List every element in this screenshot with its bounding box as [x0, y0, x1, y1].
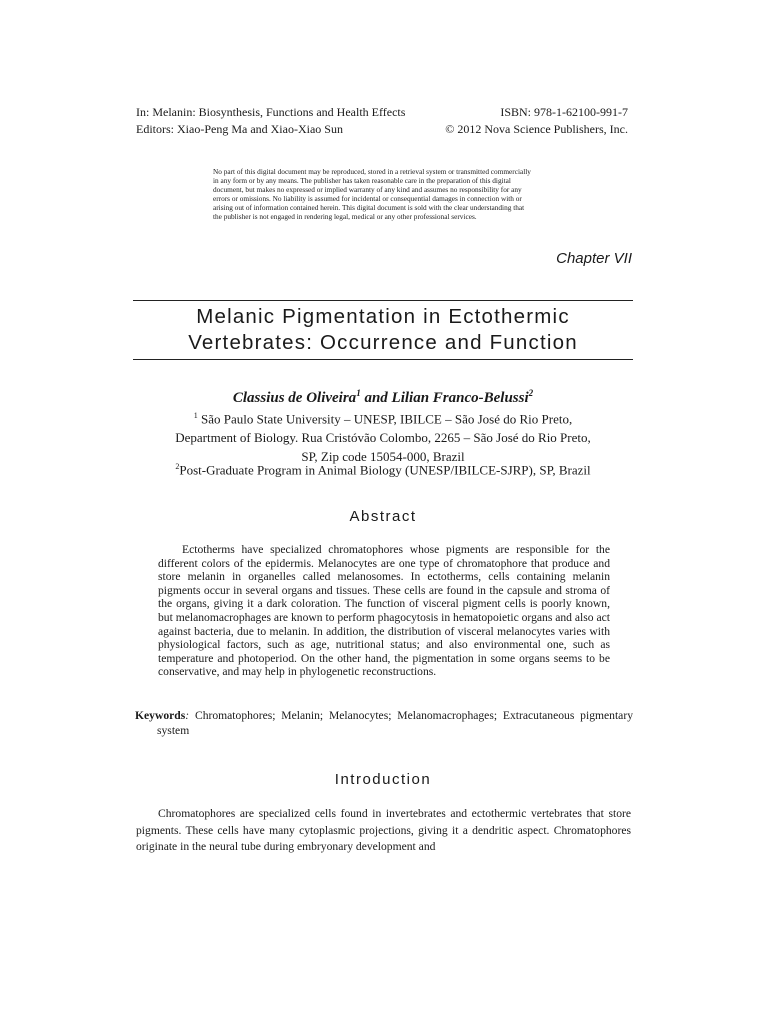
- book-title: In: Melanin: Biosynthesis, Functions and Health Effects: [136, 105, 406, 119]
- affiliation-1-sup: 1: [193, 411, 198, 420]
- disclaimer: No part of this digital document may be reproduced, stored in a retrieval system or transmitted commercially in any form or by any means. The publisher has taken reasonable care in the preparation of this digital document, but makes no expressed or implied warranty of any kind and assumes no responsibility for any errors or omissions. No liability is assumed for incidental or consequential damages in connection with or arising out of information contained herein. This digital document is sold with the clear understanding that the publisher is not engaged in rendering legal, medical or any other professional services.: [213, 167, 531, 221]
- isbn: ISBN: 978-1-62100-991-7: [500, 105, 628, 119]
- authors: [133, 388, 633, 407]
- chapter-label: Chapter VII: [556, 250, 632, 267]
- affiliation-1-line-3: SP, Zip code 15054-000, Brazil: [301, 449, 465, 465]
- editors: Editors: Xiao-Peng Ma and Xiao-Xiao Sun: [136, 122, 343, 136]
- author-1-sup: 1: [356, 388, 361, 398]
- introduction-heading: Introduction: [334, 771, 432, 788]
- title-line-2: Vertebrates: Occurrence and Function: [188, 331, 578, 354]
- author-2-sup: 2: [528, 388, 534, 398]
- keywords: [135, 708, 633, 738]
- title-top-rule: [133, 300, 633, 301]
- keywords-text: Chromatophores; Melanin; Melanocytes; Melanomacrophages; Extracutaneous pigmentary system: [157, 709, 633, 737]
- affiliation-2-sup: 2: [175, 462, 180, 471]
- affiliation-2: [133, 457, 633, 479]
- affiliation-1-line-2: Department of Biology. Rua Cristóvão Colombo, 2265 – São José do Rio Preto,: [175, 430, 591, 446]
- introduction-text: Chromatophores are specialized cells found in invertebrates and ectothermic vertebrates that store pigments. These cells have many cytoplasmic projections, giving it a dendritic aspect. Chromatophores originate in the neural tube during embryonary development and: [136, 807, 631, 853]
- author-2: Lilian Franco-Belussi: [391, 390, 529, 406]
- abstract-heading: Abstract: [349, 508, 417, 525]
- affiliation-1-line-1: $^1$ São Paulo State University – UNESP, IBILCE – São José do Rio Preto,: [193, 411, 573, 427]
- abstract-text: Ectotherms have specialized chromatophores whose pigments are responsible for the different colors of the epidermis. Melanocytes are one type of chromatophore that produce and store melanin in organelles called melanosomes. In ectotherms, cells containing melanin pigments occur in several organs and tissues. These cells are found in the capsule and stroma of the organs, giving it a dark coloration. The function of visceral pigment cells is poorly known, but melanomacrophages are known to perform phagocytosis in hematopoietic organs and also act against bacteria, due to melanin. In addition, the distribution of visceral melanocytes varies with physiological factors, such as age, nutritional status; and also environmental one, such as temperature and photoperiod. On the other hand, the pigmentation in some organs seems to be conservative, and may help in phylogenetic reconstructions.: [158, 543, 610, 679]
- title-line-1: Melanic Pigmentation in Ectothermic: [196, 305, 570, 328]
- author-1: Classius de Oliveira: [232, 390, 357, 406]
- affiliation-2-text: Post-Graduate Program in Animal Biology (UNESP/IBILCE-SJRP), SP, Brazil: [179, 462, 591, 478]
- keywords-colon: :: [185, 709, 190, 722]
- author-conjunction: and: [360, 390, 392, 406]
- keywords-label: Keywords: [135, 709, 186, 722]
- title-bottom-rule: [133, 359, 633, 360]
- copyright: © 2012 Nova Science Publishers, Inc.: [445, 122, 628, 136]
- chapter-title: [133, 304, 633, 356]
